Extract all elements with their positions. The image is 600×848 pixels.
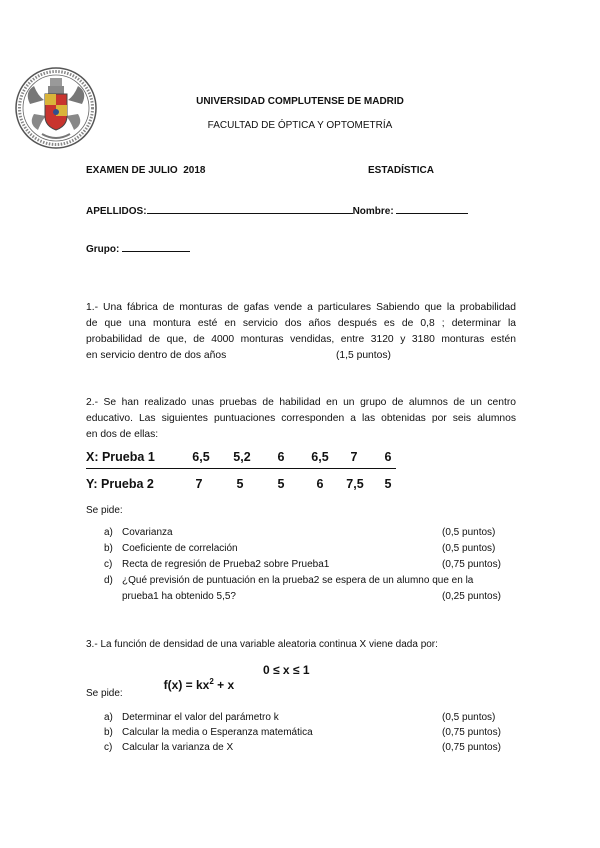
q2-line: 2.- Se han realizado unas pruebas de habilidad en un grupo de alumnos de un centro [86, 397, 516, 408]
item-points: (0,75 puntos) [442, 742, 501, 753]
x-value: 7 [350, 450, 358, 464]
question-1 [86, 300, 516, 364]
table-row-x [86, 450, 396, 469]
q2-item-d [104, 575, 516, 586]
university-name: UNIVERSIDAD COMPLUTENSE DE MADRID [196, 96, 404, 107]
item-letter: c) [104, 742, 113, 753]
x-value: 6,5 [311, 450, 329, 464]
x-label: X: Prueba 1 [86, 450, 155, 464]
faculty-name: FACULTAD DE ÓPTICA Y OPTOMETRÍA [207, 120, 393, 131]
item-letter: d) [104, 575, 113, 586]
item-points: (0,5 puntos) [442, 543, 496, 554]
item-text: prueba1 ha obtenido 5,5? [122, 591, 236, 602]
q2-item-b [104, 543, 504, 554]
item-text: Calcular la media o Esperanza matemática [122, 727, 313, 738]
q3-se-pide: Se pide: [86, 688, 123, 699]
q2-line: educativo. Las siguientes puntuaciones corresponden a las obtenidas por seis alumnos [86, 413, 516, 424]
q3-item-c [104, 742, 504, 753]
surname-field[interactable] [86, 203, 468, 217]
group-blank[interactable] [122, 241, 190, 252]
item-text: ¿Qué previsión de puntuación en la prueba2 se espera de un alumno que en la [122, 575, 474, 586]
item-letter: c) [104, 559, 113, 570]
item-points: (0,5 puntos) [442, 527, 496, 538]
y-label: Y: Prueba 2 [86, 477, 154, 491]
table-row-y [86, 477, 396, 495]
y-value: 5 [277, 477, 285, 491]
q1-line: 1.- Una fábrica de monturas de gafas vende a particulares Sabiendo que la probabilidad [86, 302, 516, 313]
university-seal [14, 64, 98, 152]
exam-subject: ESTADÍSTICA [368, 165, 434, 176]
formula-exponent: 2 [209, 677, 214, 686]
name-label: Nombre: [352, 206, 394, 217]
q2-item-a [104, 527, 504, 538]
item-text: Calcular la varianza de X [122, 742, 234, 753]
formula-rhs: + x [213, 678, 235, 692]
item-letter: a) [104, 527, 113, 538]
item-points: (0,25 puntos) [442, 591, 501, 602]
q3-statement: 3.- La función de densidad de una variable aleatoria continua X viene dada por: [86, 639, 438, 650]
x-value: 6,5 [192, 450, 210, 464]
y-value: 6 [316, 477, 324, 491]
group-field[interactable] [86, 241, 190, 255]
seal-icon [14, 64, 98, 152]
y-value: 5 [236, 477, 244, 491]
y-value: 5 [384, 477, 392, 491]
name-blank[interactable] [396, 203, 468, 214]
q3-formula [157, 663, 234, 692]
y-value: 7,5 [346, 477, 364, 491]
item-points: (0,75 puntos) [442, 727, 501, 738]
q3-domain: 0 ≤ x ≤ 1 [263, 663, 310, 677]
question-2 [86, 395, 516, 443]
q2-se-pide: Se pide: [86, 505, 123, 516]
q1-points: (1,5 puntos) [336, 350, 391, 361]
item-letter: a) [104, 712, 113, 723]
x-value: 6 [277, 450, 285, 464]
x-value: 5,2 [233, 450, 251, 464]
q2-item-c [104, 559, 504, 570]
q2-line: en dos de ellas: [86, 429, 159, 440]
surname-blank[interactable] [147, 203, 353, 214]
item-points: (0,5 puntos) [442, 712, 496, 723]
item-text: Coeficiente de correlación [122, 543, 238, 554]
q3-item-a [104, 712, 504, 723]
item-letter: b) [104, 543, 113, 554]
group-label: Grupo: [86, 244, 120, 255]
item-letter: b) [104, 727, 113, 738]
q1-line: en servicio dentro de dos años [86, 350, 227, 361]
item-points: (0,75 puntos) [442, 559, 501, 570]
formula-lhs: f(x) = kx [163, 678, 210, 692]
surname-label: APELLIDOS: [86, 206, 147, 217]
item-text: Determinar el valor del parámetro k [122, 712, 279, 723]
item-text: Recta de regresión de Prueba2 sobre Prueba1 [122, 559, 330, 570]
q1-line: de que una montura esté en servicio dos años después es de 0,8 ; determinar la [86, 318, 516, 329]
x-value: 6 [384, 450, 392, 464]
y-value: 7 [195, 477, 203, 491]
q1-line: probabilidad de que, de 4000 monturas vendidas, entre 3120 y 3180 monturas estén [86, 334, 516, 345]
exam-title: EXAMEN DE JULIO 2018 [86, 165, 206, 176]
item-text: Covarianza [122, 527, 173, 538]
q3-item-b [104, 727, 504, 738]
